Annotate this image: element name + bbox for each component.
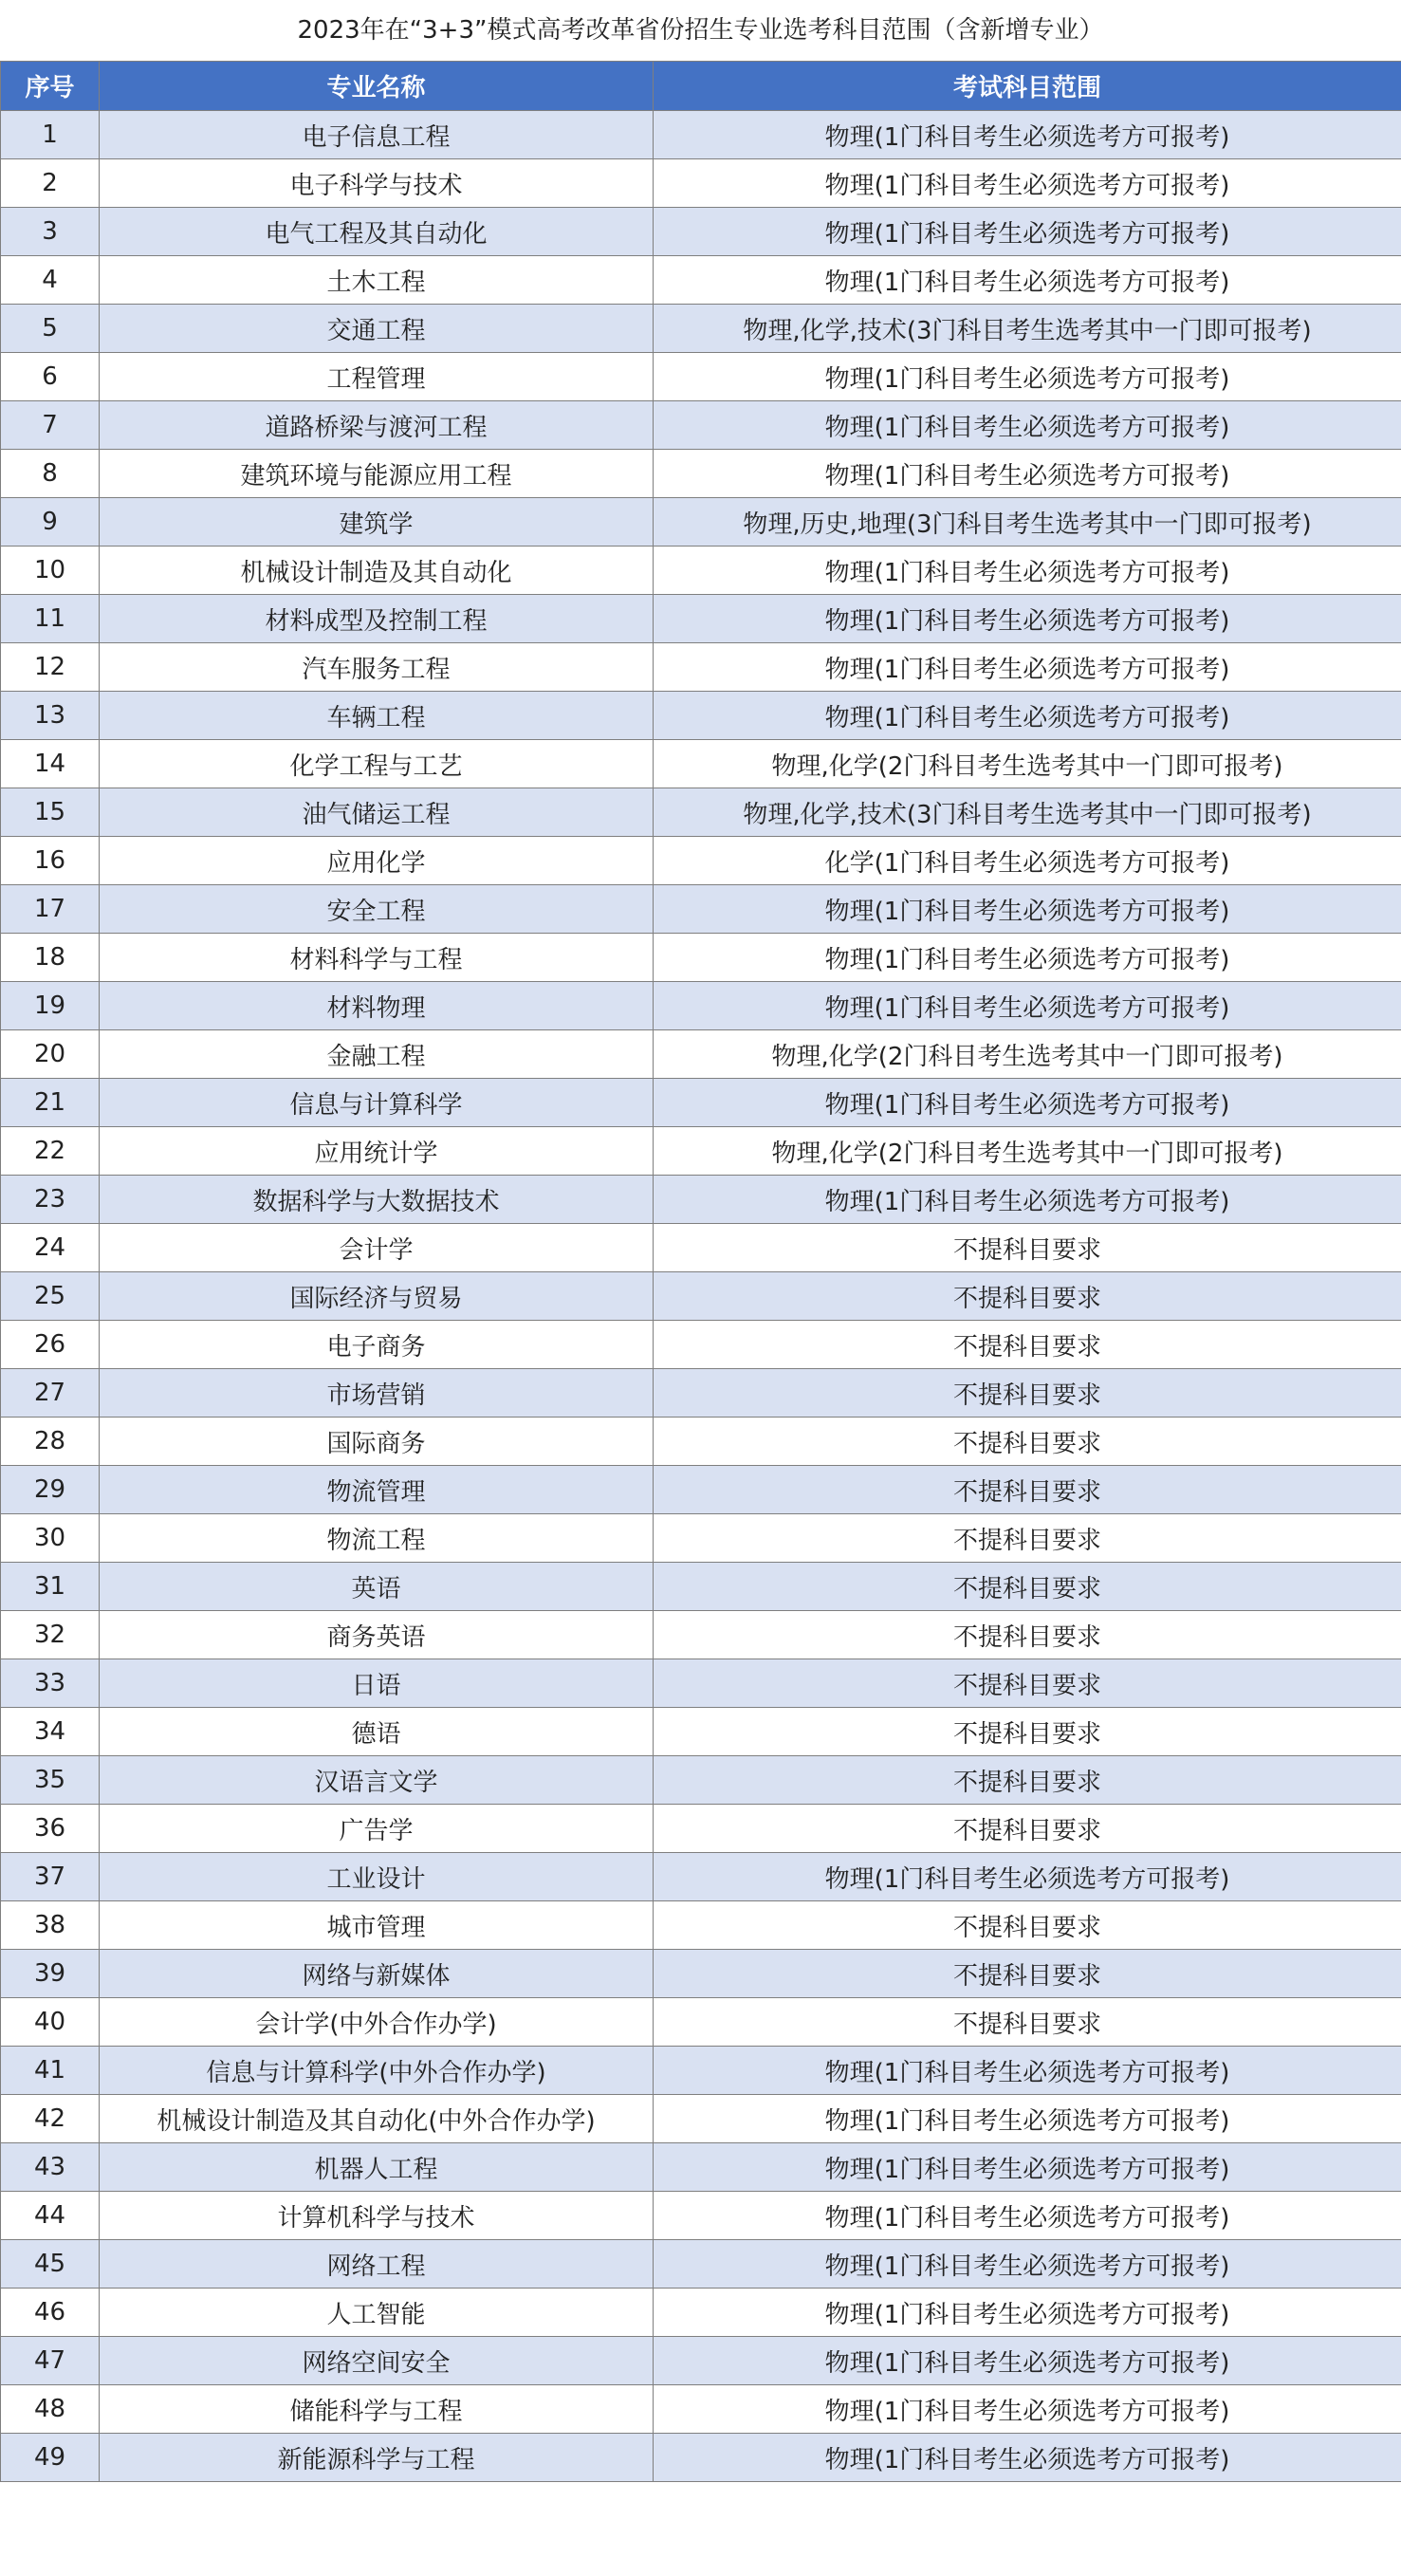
cell-major-name: 物流管理 xyxy=(100,1466,654,1514)
cell-subject-range: 物理,历史,地理(3门科目考生选考其中一门即可报考) xyxy=(654,498,1401,547)
table-row xyxy=(1,1563,1401,1611)
cell-subject-range: 物理(1门科目考生必须选考方可报考) xyxy=(654,159,1401,208)
table-row xyxy=(1,837,1401,885)
cell-major-name: 建筑学 xyxy=(100,498,654,547)
table-row xyxy=(1,1805,1401,1853)
table-row xyxy=(1,1369,1401,1418)
cell-subject-range: 物理,化学(2门科目考生选考其中一门即可报考) xyxy=(654,740,1401,788)
cell-subject-range: 物理,化学(2门科目考生选考其中一门即可报考) xyxy=(654,1127,1401,1176)
cell-subject-range: 物理(1门科目考生必须选考方可报考) xyxy=(654,692,1401,740)
cell-index: 9 xyxy=(1,498,100,547)
cell-index: 14 xyxy=(1,740,100,788)
table-row xyxy=(1,934,1401,982)
table-row xyxy=(1,1611,1401,1659)
cell-major-name: 建筑环境与能源应用工程 xyxy=(100,450,654,498)
table-row xyxy=(1,401,1401,450)
cell-index: 45 xyxy=(1,2240,100,2289)
cell-major-name: 汽车服务工程 xyxy=(100,643,654,692)
cell-subject-range: 物理(1门科目考生必须选考方可报考) xyxy=(654,885,1401,934)
table-row xyxy=(1,1224,1401,1272)
cell-index: 35 xyxy=(1,1756,100,1805)
cell-major-name: 材料物理 xyxy=(100,982,654,1030)
table-row xyxy=(1,740,1401,788)
cell-major-name: 德语 xyxy=(100,1708,654,1756)
cell-index: 15 xyxy=(1,788,100,837)
cell-index: 43 xyxy=(1,2143,100,2192)
cell-index: 20 xyxy=(1,1030,100,1079)
cell-major-name: 金融工程 xyxy=(100,1030,654,1079)
cell-subject-range: 不提科目要求 xyxy=(654,1224,1401,1272)
cell-index: 5 xyxy=(1,305,100,353)
cell-major-name: 机器人工程 xyxy=(100,2143,654,2192)
cell-major-name: 信息与计算科学 xyxy=(100,1079,654,1127)
cell-subject-range: 物理(1门科目考生必须选考方可报考) xyxy=(654,2337,1401,2385)
cell-major-name: 商务英语 xyxy=(100,1611,654,1659)
table-row xyxy=(1,1708,1401,1756)
cell-major-name: 会计学(中外合作办学) xyxy=(100,1998,654,2047)
cell-major-name: 广告学 xyxy=(100,1805,654,1853)
cell-major-name: 人工智能 xyxy=(100,2289,654,2337)
cell-major-name: 会计学 xyxy=(100,1224,654,1272)
cell-subject-range: 物理,化学,技术(3门科目考生选考其中一门即可报考) xyxy=(654,788,1401,837)
cell-subject-range: 不提科目要求 xyxy=(654,1659,1401,1708)
cell-major-name: 土木工程 xyxy=(100,256,654,305)
cell-major-name: 车辆工程 xyxy=(100,692,654,740)
cell-index: 30 xyxy=(1,1514,100,1563)
cell-subject-range: 不提科目要求 xyxy=(654,1369,1401,1418)
cell-major-name: 电气工程及其自动化 xyxy=(100,208,654,256)
table-row xyxy=(1,1272,1401,1321)
cell-subject-range: 物理(1门科目考生必须选考方可报考) xyxy=(654,1176,1401,1224)
cell-index: 29 xyxy=(1,1466,100,1514)
cell-subject-range: 不提科目要求 xyxy=(654,1611,1401,1659)
cell-subject-range: 不提科目要求 xyxy=(654,1950,1401,1998)
table-row xyxy=(1,788,1401,837)
table-row xyxy=(1,1466,1401,1514)
cell-subject-range: 物理(1门科目考生必须选考方可报考) xyxy=(654,2289,1401,2337)
cell-index: 44 xyxy=(1,2192,100,2240)
cell-major-name: 交通工程 xyxy=(100,305,654,353)
table-row xyxy=(1,1514,1401,1563)
table-row xyxy=(1,547,1401,595)
table-row xyxy=(1,643,1401,692)
cell-major-name: 英语 xyxy=(100,1563,654,1611)
cell-subject-range: 化学(1门科目考生必须选考方可报考) xyxy=(654,837,1401,885)
cell-major-name: 计算机科学与技术 xyxy=(100,2192,654,2240)
cell-major-name: 储能科学与工程 xyxy=(100,2385,654,2434)
table-row xyxy=(1,498,1401,547)
table-row xyxy=(1,1756,1401,1805)
cell-subject-range: 不提科目要求 xyxy=(654,1514,1401,1563)
cell-subject-range: 物理(1门科目考生必须选考方可报考) xyxy=(654,2240,1401,2289)
cell-index: 42 xyxy=(1,2095,100,2143)
cell-subject-range: 物理(1门科目考生必须选考方可报考) xyxy=(654,2385,1401,2434)
cell-subject-range: 物理(1门科目考生必须选考方可报考) xyxy=(654,1079,1401,1127)
table-row xyxy=(1,2337,1401,2385)
cell-subject-range: 物理(1门科目考生必须选考方可报考) xyxy=(654,353,1401,401)
header-index: 序号 xyxy=(1,62,100,111)
cell-major-name: 网络与新媒体 xyxy=(100,1950,654,1998)
cell-subject-range: 不提科目要求 xyxy=(654,1418,1401,1466)
cell-index: 8 xyxy=(1,450,100,498)
cell-index: 28 xyxy=(1,1418,100,1466)
cell-index: 11 xyxy=(1,595,100,643)
cell-subject-range: 物理(1门科目考生必须选考方可报考) xyxy=(654,2047,1401,2095)
cell-major-name: 化学工程与工艺 xyxy=(100,740,654,788)
cell-index: 22 xyxy=(1,1127,100,1176)
cell-major-name: 应用统计学 xyxy=(100,1127,654,1176)
table-row xyxy=(1,2289,1401,2337)
cell-subject-range: 物理(1门科目考生必须选考方可报考) xyxy=(654,2434,1401,2482)
cell-index: 2 xyxy=(1,159,100,208)
cell-major-name: 机械设计制造及其自动化 xyxy=(100,547,654,595)
cell-index: 24 xyxy=(1,1224,100,1272)
cell-major-name: 汉语言文学 xyxy=(100,1756,654,1805)
table-row xyxy=(1,450,1401,498)
header-subject-range: 考试科目范围 xyxy=(654,62,1401,111)
table-row xyxy=(1,1321,1401,1369)
cell-major-name: 应用化学 xyxy=(100,837,654,885)
cell-index: 17 xyxy=(1,885,100,934)
table-row xyxy=(1,1079,1401,1127)
cell-major-name: 国际经济与贸易 xyxy=(100,1272,654,1321)
cell-index: 38 xyxy=(1,1901,100,1950)
cell-subject-range: 物理(1门科目考生必须选考方可报考) xyxy=(654,2143,1401,2192)
cell-subject-range: 物理(1门科目考生必须选考方可报考) xyxy=(654,982,1401,1030)
cell-subject-range: 物理(1门科目考生必须选考方可报考) xyxy=(654,256,1401,305)
cell-subject-range: 物理(1门科目考生必须选考方可报考) xyxy=(654,1853,1401,1901)
table-row xyxy=(1,1853,1401,1901)
cell-major-name: 信息与计算科学(中外合作办学) xyxy=(100,2047,654,2095)
cell-index: 4 xyxy=(1,256,100,305)
cell-index: 21 xyxy=(1,1079,100,1127)
cell-major-name: 新能源科学与工程 xyxy=(100,2434,654,2482)
cell-index: 6 xyxy=(1,353,100,401)
cell-major-name: 工业设计 xyxy=(100,1853,654,1901)
cell-subject-range: 物理(1门科目考生必须选考方可报考) xyxy=(654,450,1401,498)
table-row xyxy=(1,1950,1401,1998)
cell-major-name: 材料成型及控制工程 xyxy=(100,595,654,643)
cell-subject-range: 物理(1门科目考生必须选考方可报考) xyxy=(654,2192,1401,2240)
cell-major-name: 网络空间安全 xyxy=(100,2337,654,2385)
cell-index: 16 xyxy=(1,837,100,885)
cell-index: 34 xyxy=(1,1708,100,1756)
table-row xyxy=(1,1659,1401,1708)
cell-major-name: 电子信息工程 xyxy=(100,111,654,159)
cell-major-name: 国际商务 xyxy=(100,1418,654,1466)
cell-index: 27 xyxy=(1,1369,100,1418)
cell-major-name: 安全工程 xyxy=(100,885,654,934)
table-row xyxy=(1,1998,1401,2047)
cell-subject-range: 不提科目要求 xyxy=(654,1708,1401,1756)
table-row xyxy=(1,1901,1401,1950)
cell-index: 23 xyxy=(1,1176,100,1224)
page-title: 2023年在“3+3”模式高考改革省份招生专业选考科目范围（含新增专业） xyxy=(297,16,1104,45)
majors-table xyxy=(0,61,1401,2482)
table-row xyxy=(1,2240,1401,2289)
cell-index: 46 xyxy=(1,2289,100,2337)
cell-index: 39 xyxy=(1,1950,100,1998)
cell-subject-range: 物理,化学,技术(3门科目考生选考其中一门即可报考) xyxy=(654,305,1401,353)
cell-subject-range: 不提科目要求 xyxy=(654,1466,1401,1514)
table-body xyxy=(1,111,1401,2482)
cell-subject-range: 不提科目要求 xyxy=(654,1805,1401,1853)
table-row xyxy=(1,692,1401,740)
cell-major-name: 市场营销 xyxy=(100,1369,654,1418)
cell-index: 26 xyxy=(1,1321,100,1369)
cell-subject-range: 物理(1门科目考生必须选考方可报考) xyxy=(654,934,1401,982)
cell-index: 41 xyxy=(1,2047,100,2095)
table-row xyxy=(1,2385,1401,2434)
cell-index: 49 xyxy=(1,2434,100,2482)
cell-index: 48 xyxy=(1,2385,100,2434)
table-row xyxy=(1,1418,1401,1466)
cell-index: 3 xyxy=(1,208,100,256)
table-row xyxy=(1,256,1401,305)
table-row xyxy=(1,1030,1401,1079)
cell-subject-range: 不提科目要求 xyxy=(654,1563,1401,1611)
table-row xyxy=(1,111,1401,159)
cell-subject-range: 物理(1门科目考生必须选考方可报考) xyxy=(654,208,1401,256)
cell-major-name: 日语 xyxy=(100,1659,654,1708)
cell-index: 32 xyxy=(1,1611,100,1659)
cell-index: 7 xyxy=(1,401,100,450)
cell-index: 18 xyxy=(1,934,100,982)
table-row xyxy=(1,2434,1401,2482)
cell-major-name: 工程管理 xyxy=(100,353,654,401)
table-row xyxy=(1,1176,1401,1224)
cell-major-name: 机械设计制造及其自动化(中外合作办学) xyxy=(100,2095,654,2143)
cell-subject-range: 物理,化学(2门科目考生选考其中一门即可报考) xyxy=(654,1030,1401,1079)
cell-index: 33 xyxy=(1,1659,100,1708)
table-header-row xyxy=(1,62,1401,111)
table-row xyxy=(1,2143,1401,2192)
cell-subject-range: 不提科目要求 xyxy=(654,1272,1401,1321)
table-row xyxy=(1,2047,1401,2095)
table-row xyxy=(1,2192,1401,2240)
cell-major-name: 电子科学与技术 xyxy=(100,159,654,208)
table-row xyxy=(1,2095,1401,2143)
cell-subject-range: 物理(1门科目考生必须选考方可报考) xyxy=(654,643,1401,692)
cell-index: 36 xyxy=(1,1805,100,1853)
cell-subject-range: 不提科目要求 xyxy=(654,1998,1401,2047)
table-row xyxy=(1,885,1401,934)
cell-major-name: 城市管理 xyxy=(100,1901,654,1950)
table-row xyxy=(1,982,1401,1030)
cell-subject-range: 不提科目要求 xyxy=(654,1756,1401,1805)
table-row xyxy=(1,1127,1401,1176)
cell-index: 31 xyxy=(1,1563,100,1611)
cell-subject-range: 不提科目要求 xyxy=(654,1901,1401,1950)
cell-major-name: 油气储运工程 xyxy=(100,788,654,837)
cell-index: 10 xyxy=(1,547,100,595)
cell-subject-range: 物理(1门科目考生必须选考方可报考) xyxy=(654,111,1401,159)
cell-subject-range: 物理(1门科目考生必须选考方可报考) xyxy=(654,547,1401,595)
cell-index: 37 xyxy=(1,1853,100,1901)
cell-major-name: 物流工程 xyxy=(100,1514,654,1563)
cell-subject-range: 物理(1门科目考生必须选考方可报考) xyxy=(654,2095,1401,2143)
cell-index: 1 xyxy=(1,111,100,159)
cell-major-name: 电子商务 xyxy=(100,1321,654,1369)
header-major-name: 专业名称 xyxy=(100,62,654,111)
cell-index: 12 xyxy=(1,643,100,692)
cell-major-name: 材料科学与工程 xyxy=(100,934,654,982)
cell-subject-range: 物理(1门科目考生必须选考方可报考) xyxy=(654,595,1401,643)
table-row xyxy=(1,353,1401,401)
cell-index: 13 xyxy=(1,692,100,740)
cell-subject-range: 不提科目要求 xyxy=(654,1321,1401,1369)
table-row xyxy=(1,208,1401,256)
cell-major-name: 网络工程 xyxy=(100,2240,654,2289)
cell-index: 19 xyxy=(1,982,100,1030)
cell-subject-range: 物理(1门科目考生必须选考方可报考) xyxy=(654,401,1401,450)
cell-index: 47 xyxy=(1,2337,100,2385)
cell-major-name: 数据科学与大数据技术 xyxy=(100,1176,654,1224)
table-row xyxy=(1,595,1401,643)
cell-index: 40 xyxy=(1,1998,100,2047)
cell-index: 25 xyxy=(1,1272,100,1321)
table-row xyxy=(1,159,1401,208)
cell-major-name: 道路桥梁与渡河工程 xyxy=(100,401,654,450)
table-row xyxy=(1,305,1401,353)
